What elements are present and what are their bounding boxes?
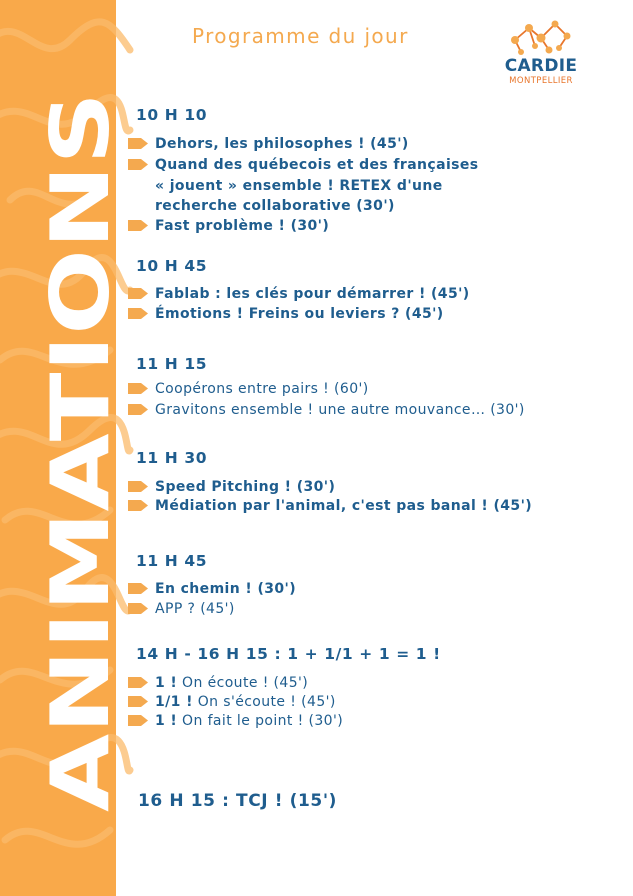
item-text: On écoute ! (45') <box>177 675 309 691</box>
list-item-continuation: « jouent » ensemble ! RETEX d'une <box>155 178 443 194</box>
arrow-marker-icon <box>128 481 148 492</box>
item-text: On s'écoute ! (45') <box>192 694 336 710</box>
item-lead: 1 ! <box>155 713 178 729</box>
arrow-marker-icon <box>128 288 148 299</box>
time-slot-heading: 11 H 45 <box>136 552 208 570</box>
time-slot-heading: 10 H 10 <box>136 106 208 124</box>
arrow-marker-icon <box>128 500 148 511</box>
time-slot-heading: 14 H - 16 H 15 : 1 + 1/1 + 1 = 1 ! <box>136 645 441 663</box>
logo-subtitle: MONTPELLIER <box>509 76 573 86</box>
arrow-marker-icon <box>128 220 148 231</box>
time-slot-heading: 10 H 45 <box>136 257 208 275</box>
arrow-marker-icon <box>128 404 148 415</box>
arrow-marker-icon <box>128 583 148 594</box>
arrow-marker-icon <box>128 696 148 707</box>
time-slot-heading: 11 H 30 <box>136 449 208 467</box>
schedule: 10 H 10 Dehors, les philosophes ! (45') Quand des québecois et des françaises « jouent » ensemble ! RETEX d'une recherche collaborative (30') Fast problème ! (30') 10 H 45 Fablab : les clés pour démarrer ! (45') Émotions ! Freins ou leviers ? (45') 11 H 15 Coopérons entre pairs ! (60') Gravitons ensemble ! une autre mouvance… (30') 11 H 30 Speed Pitching ! (30') Médiation par l'animal, c'est pas banal ! (45') 11 H 45 En chemin ! (30') APP ? (45') 14 H - 16 H 15 : 1 + 1/1 + 1 = 1 ! 1 ! On écoute ! (45') 1/1 ! On s'écoute ! (45') 1 ! On fait le point ! (30') 16 H 15 : TCJ ! (15') <box>0 0 633 896</box>
arrow-marker-icon <box>128 677 148 688</box>
logo-name: CARDIE <box>504 56 578 76</box>
time-slot-heading: 11 H 15 <box>136 355 208 373</box>
arrow-marker-icon <box>128 159 148 170</box>
item-lead: 1/1 ! <box>155 694 193 710</box>
arrow-marker-icon <box>128 138 148 149</box>
item-text: On fait le point ! (30') <box>177 713 344 729</box>
arrow-marker-icon <box>128 603 148 614</box>
list-item-continuation: recherche collaborative (30') <box>155 198 395 214</box>
arrow-marker-icon <box>128 715 148 726</box>
arrow-marker-icon <box>128 308 148 319</box>
time-slot-heading: 16 H 15 : TCJ ! (15') <box>138 791 338 811</box>
page-title: Programme du jour <box>192 24 409 48</box>
svg-text:ANIMATIONS: ANIMATIONS <box>34 241 127 812</box>
item-lead: 1 ! <box>155 675 178 691</box>
arrow-marker-icon <box>128 383 148 394</box>
